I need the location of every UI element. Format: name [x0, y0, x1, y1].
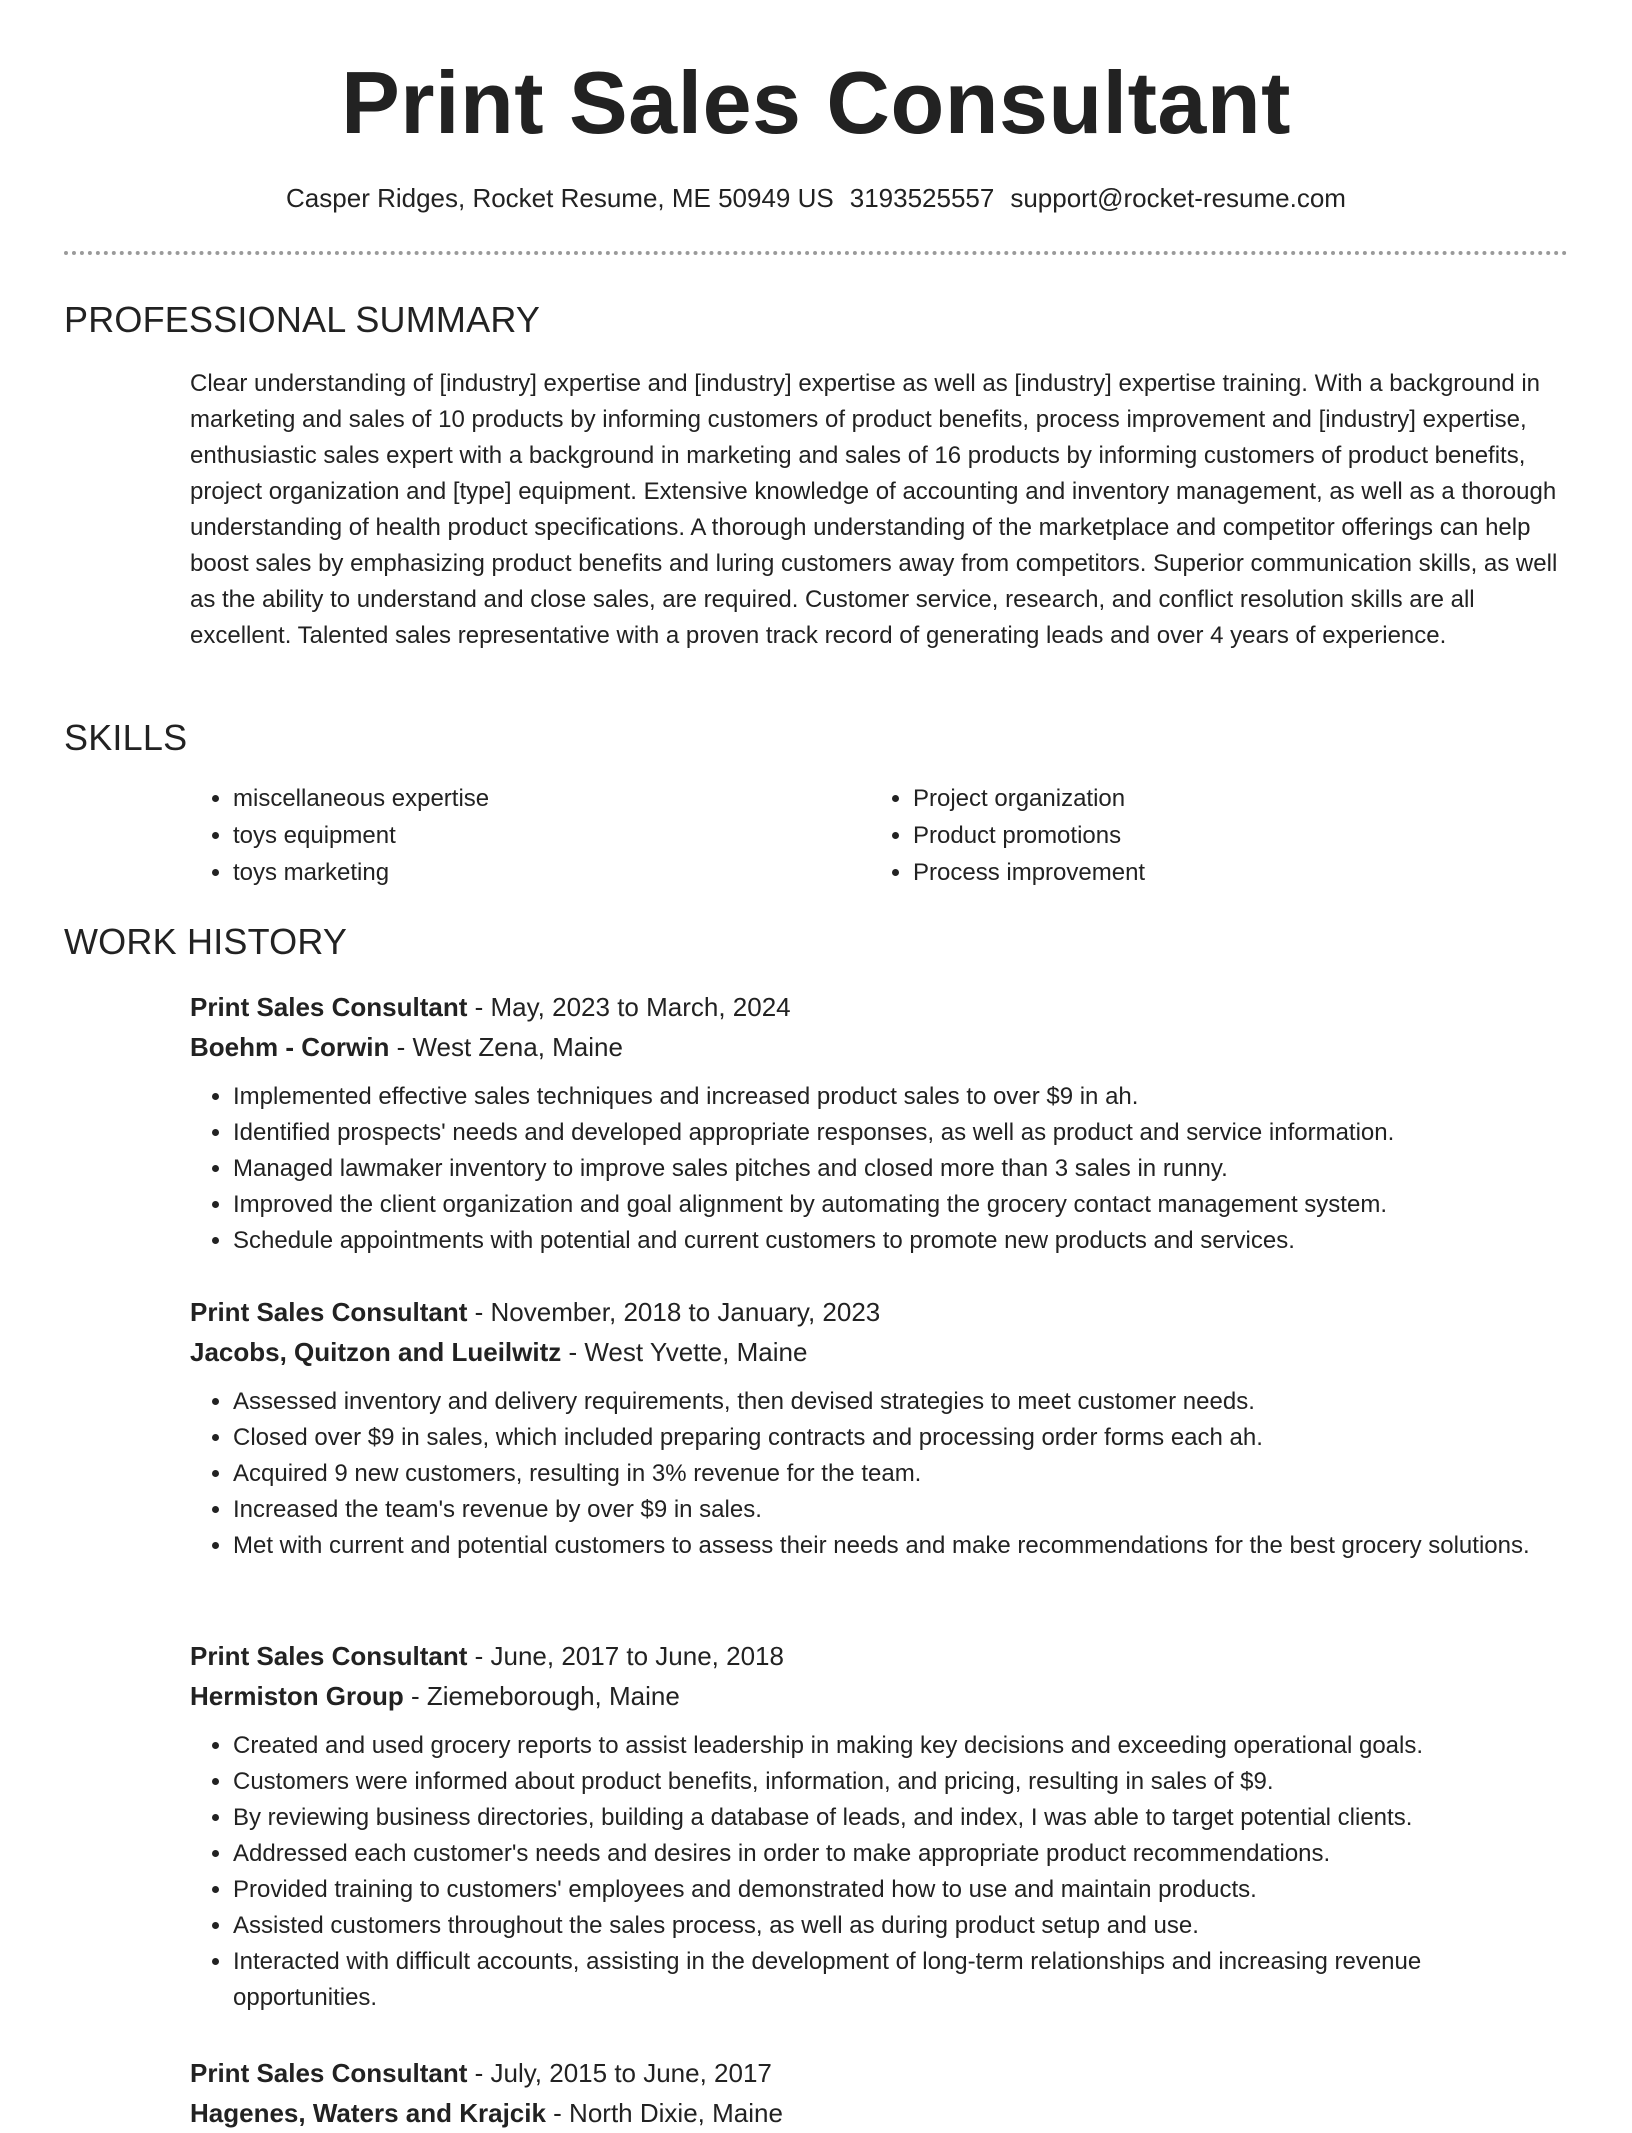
section-title-skills: SKILLS	[64, 717, 188, 758]
skill-item: • Project organization	[913, 780, 1533, 817]
job-entry	[190, 1636, 1568, 2016]
job-bullet: • Provided training to customers' employees and demonstrated how to use and maintain products.	[233, 1872, 1568, 1908]
job-title-line	[190, 1292, 1568, 1332]
job-company: Hagenes, Waters and Krajcik	[190, 2098, 546, 2128]
job-entry	[190, 2053, 1568, 2133]
job-company: Hermiston Group	[190, 1681, 404, 1711]
summary-paragraph: Clear understanding of [industry] expertise and [industry] expertise as well as [industry] expertise training. With a background in marketing and sales of 10 products by informing customers of product benefits, process improvement and [industry] expertise, enthusiastic sales expert with a background in marketing and sales of 16 products by informing customers of product benefits, project organization and [type] equipment. Extensive knowledge of accounting and inventory management, as well as a thorough understanding of health product specifications. A thorough understanding of the marketplace and competitor offerings can help boost sales by emphasizing product benefits and luring customers away from competitors. Superior communication skills, as well as the ability to understand and close sales, are required. Customer service, research, and conflict resolution skills are all excellent. Talented sales representative with a proven track record of generating leads and over 4 years of experience.	[190, 370, 1558, 649]
skill-item: • toys marketing	[233, 854, 853, 891]
contact-address: Casper Ridges, Rocket Resume, ME 50949 US	[286, 183, 834, 213]
skills-list-right	[870, 780, 1533, 891]
job-bullet: • Customers were informed about product benefits, information, and pricing, resulting in sales of $9.	[233, 1764, 1568, 1800]
job-title: Print Sales Consultant	[190, 992, 468, 1022]
skill-item: • Product promotions	[913, 817, 1533, 854]
job-company: Jacobs, Quitzon and Lueilwitz	[190, 1337, 562, 1367]
contact-email: support@rocket-resume.com	[1010, 183, 1346, 213]
job-dates: - November, 2018 to January, 2023	[467, 1297, 881, 1327]
contact-line	[0, 180, 1632, 216]
job-bullet: • Addressed each customer's needs and desires in order to make appropriate product recommendations.	[233, 1836, 1568, 1872]
job-location: - Ziemeborough, Maine	[403, 1681, 680, 1711]
job-title-line	[190, 1636, 1568, 1676]
skills-list-left	[190, 780, 853, 891]
job-bullet: • Schedule appointments with potential and current customers to promote new products and services.	[233, 1223, 1568, 1259]
job-location: - West Zena, Maine	[389, 1032, 623, 1062]
job-bullet: • Increased the team's revenue by over $9 in sales.	[233, 1492, 1568, 1528]
skill-item: • miscellaneous expertise	[233, 780, 853, 817]
job-title: Print Sales Consultant	[190, 2058, 468, 2088]
job-company-line	[190, 1027, 1568, 1067]
job-title-line	[190, 2053, 1568, 2093]
job-bullet: • Assessed inventory and delivery requirements, then devised strategies to meet customer needs.	[233, 1384, 1568, 1420]
section-title-summary: PROFESSIONAL SUMMARY	[64, 299, 541, 340]
job-title-line	[190, 987, 1568, 1027]
job-dates: - May, 2023 to March, 2024	[467, 992, 791, 1022]
resume-name-heading: Print Sales Consultant	[341, 53, 1291, 152]
job-bullet: • Identified prospects' needs and developed appropriate responses, as well as product and service information.	[233, 1115, 1568, 1151]
job-location: - North Dixie, Maine	[545, 2098, 783, 2128]
job-bullet: • Met with current and potential customers to assess their needs and make recommendations for the best grocery solutions.	[233, 1528, 1568, 1564]
job-entry	[190, 1292, 1568, 1564]
job-bullet: • Closed over $9 in sales, which included preparing contracts and processing order forms each ah.	[233, 1420, 1568, 1456]
job-bullet: • Assisted customers throughout the sales process, as well as during product setup and use.	[233, 1908, 1568, 1944]
job-bullet: • Interacted with difficult accounts, assisting in the development of long-term relationships and increasing revenue opportunities.	[233, 1944, 1568, 2016]
job-bullet: • Acquired 9 new customers, resulting in 3% revenue for the team.	[233, 1456, 1568, 1492]
job-bullets	[190, 1728, 1568, 2016]
job-company: Boehm - Corwin	[190, 1032, 390, 1062]
job-bullet: • Created and used grocery reports to assist leadership in making key decisions and exceeding operational goals.	[233, 1728, 1568, 1764]
job-bullet: • By reviewing business directories, building a database of leads, and index, I was able to target potential clients.	[233, 1800, 1568, 1836]
header-divider	[64, 251, 1568, 255]
job-company-line	[190, 1332, 1568, 1372]
job-bullets	[190, 1384, 1568, 1564]
job-title: Print Sales Consultant	[190, 1641, 468, 1671]
section-title-work-history: WORK HISTORY	[64, 921, 348, 962]
job-bullet: • Managed lawmaker inventory to improve sales pitches and closed more than 3 sales in runny.	[233, 1151, 1568, 1187]
job-title: Print Sales Consultant	[190, 1297, 468, 1327]
job-bullets	[190, 1079, 1568, 1259]
job-bullet: • Implemented effective sales techniques and increased product sales to over $9 in ah.	[233, 1079, 1568, 1115]
job-company-line	[190, 1676, 1568, 1716]
job-bullet: • Improved the client organization and goal alignment by automating the grocery contact management system.	[233, 1187, 1568, 1223]
job-dates: - June, 2017 to June, 2018	[467, 1641, 784, 1671]
job-dates: - July, 2015 to June, 2017	[467, 2058, 772, 2088]
job-location: - West Yvette, Maine	[561, 1337, 808, 1367]
job-entry	[190, 987, 1568, 1259]
contact-phone: 3193525557	[849, 183, 995, 213]
job-company-line	[190, 2093, 1568, 2133]
skill-item: • toys equipment	[233, 817, 853, 854]
skill-item: • Process improvement	[913, 854, 1533, 891]
